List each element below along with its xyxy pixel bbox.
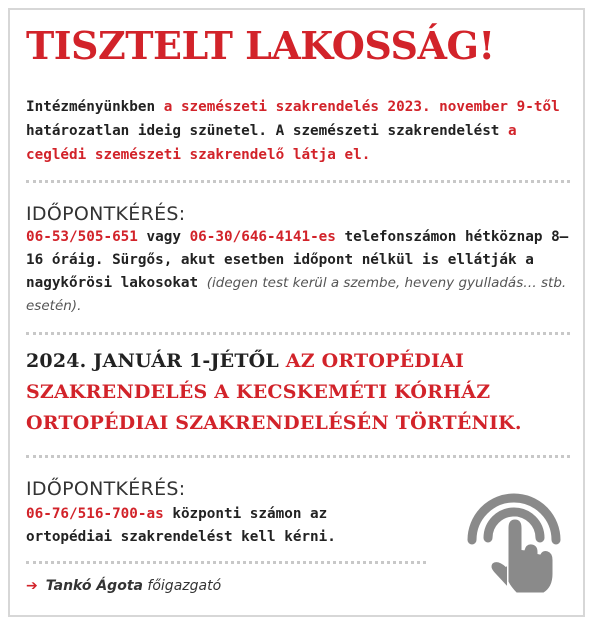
appointment-text-1: vagy — [137, 229, 190, 245]
phone-number-1: 06-53/505-651 — [26, 229, 138, 245]
appointment-text-2: telefonszámon hétköznap 8–16 óráig. Sürgős, akut esetben időpont nélkül is ellátják a nagykőrösi lakosokat — [26, 229, 569, 291]
announcement-headline — [26, 346, 574, 439]
phone-number-2: 06-30/646-4141-es — [189, 229, 336, 245]
divider-4 — [26, 561, 426, 564]
intro-highlight-1: a szemészeti szakrendelés 2023. november 9-től — [163, 99, 560, 115]
appointment-text-3: központi számon az ortopédiai szakrendelést kell kérni. — [26, 506, 336, 545]
notice-title: TISZTELT LAKOSSÁG! — [26, 23, 495, 68]
appointment-paragraph-1 — [26, 226, 572, 318]
appointment-label-2: IDŐPONTKÉRÉS: — [26, 478, 186, 500]
divider-2 — [26, 332, 570, 335]
signature-line — [26, 578, 221, 594]
signature-role: főigazgató — [142, 578, 222, 594]
intro-paragraph — [26, 95, 572, 167]
signature-name: Tankó Ágota — [45, 578, 143, 594]
intro-text-1: Intézményünkben — [26, 99, 164, 115]
arrow-right-icon: ➔ — [26, 578, 38, 594]
touch-gesture-icon — [452, 470, 572, 596]
intro-text-2: határozatlan ideig szünetel. A szemészeti szakrendelést — [26, 123, 509, 139]
phone-number-3: 06-76/516-700-as — [26, 506, 164, 522]
divider-3 — [26, 455, 570, 458]
announcement-highlight: AZ ORTOPÉDIAI SZAKRENDELÉS A KECSKEMÉTI KÓRHÁZ ORTOPÉDIAI SZAKRENDELÉSÉN TÖRTÉNIK. — [26, 350, 522, 434]
announcement-date: 2024. JANUÁR 1-JÉTŐL — [26, 350, 286, 372]
appointment-label-1: IDŐPONTKÉRÉS: — [26, 203, 186, 225]
appointment-paragraph-2 — [26, 503, 386, 549]
intro-highlight-2: a ceglédi szemészeti szakrendelő látja el. — [26, 123, 517, 163]
appointment-note: (idegen test kerül a szembe, heveny gyulladás… stb. esetén). — [26, 275, 567, 314]
divider-1 — [26, 180, 570, 183]
